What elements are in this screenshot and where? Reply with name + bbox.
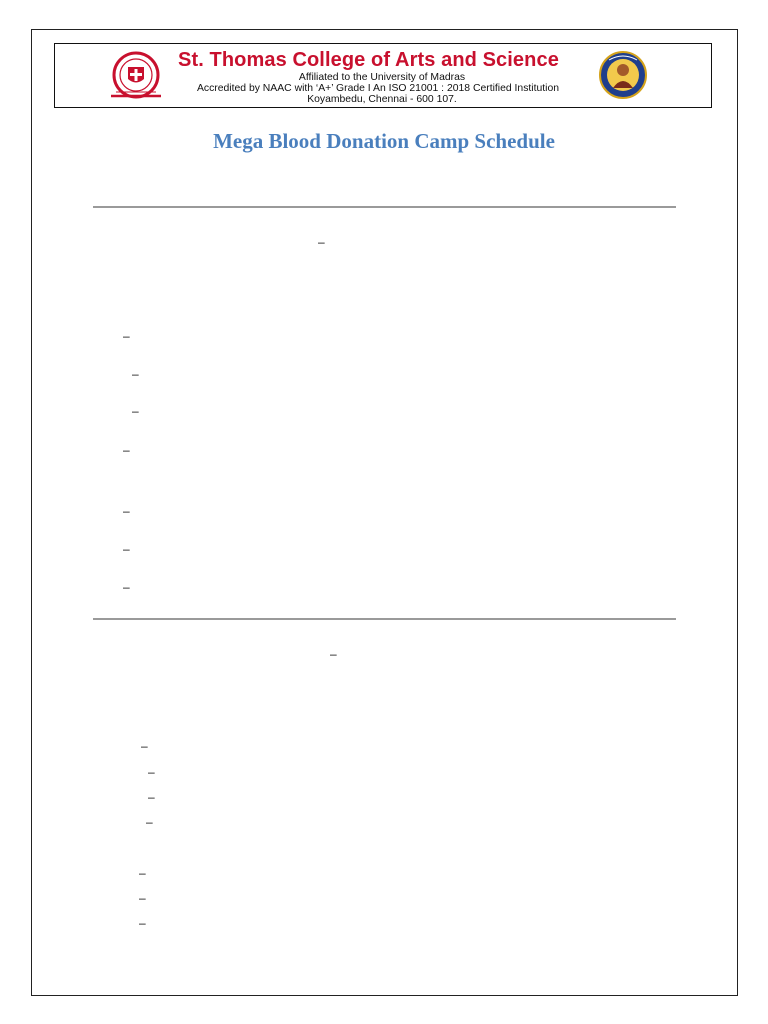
list-item-dash: –	[132, 367, 139, 381]
page-border	[31, 29, 738, 996]
section-heading-dash: –	[318, 235, 325, 249]
list-item-dash: –	[148, 765, 155, 779]
college-emblem-logo	[108, 50, 164, 102]
list-item-dash: –	[123, 542, 130, 556]
college-name: St. Thomas College of Arts and Science	[178, 49, 559, 71]
list-item-dash: –	[146, 815, 153, 829]
affiliation-line: Affiliated to the University of Madras	[298, 72, 466, 83]
list-item-dash: –	[139, 891, 146, 905]
list-item-dash: –	[148, 790, 155, 804]
page-title: Mega Blood Donation Camp Schedule	[213, 129, 555, 153]
list-item-dash: –	[123, 329, 130, 343]
list-item-dash: –	[139, 916, 146, 930]
list-item-dash: –	[132, 404, 139, 418]
section-divider	[93, 618, 676, 620]
list-item-dash: –	[123, 580, 130, 594]
accreditation-line: Accredited by NAAC with ‘A+’ Grade I An ISO 21001 : 2018 Certified Institution	[196, 83, 560, 94]
section-divider	[93, 206, 676, 208]
list-item-dash: –	[141, 739, 148, 753]
list-item-dash: –	[139, 866, 146, 880]
section-heading-dash: –	[330, 647, 337, 661]
list-item-dash: –	[123, 504, 130, 518]
saint-portrait-seal	[597, 50, 649, 100]
list-item-dash: –	[123, 443, 130, 457]
address-line: Koyambedu, Chennai - 600 107.	[307, 94, 457, 105]
